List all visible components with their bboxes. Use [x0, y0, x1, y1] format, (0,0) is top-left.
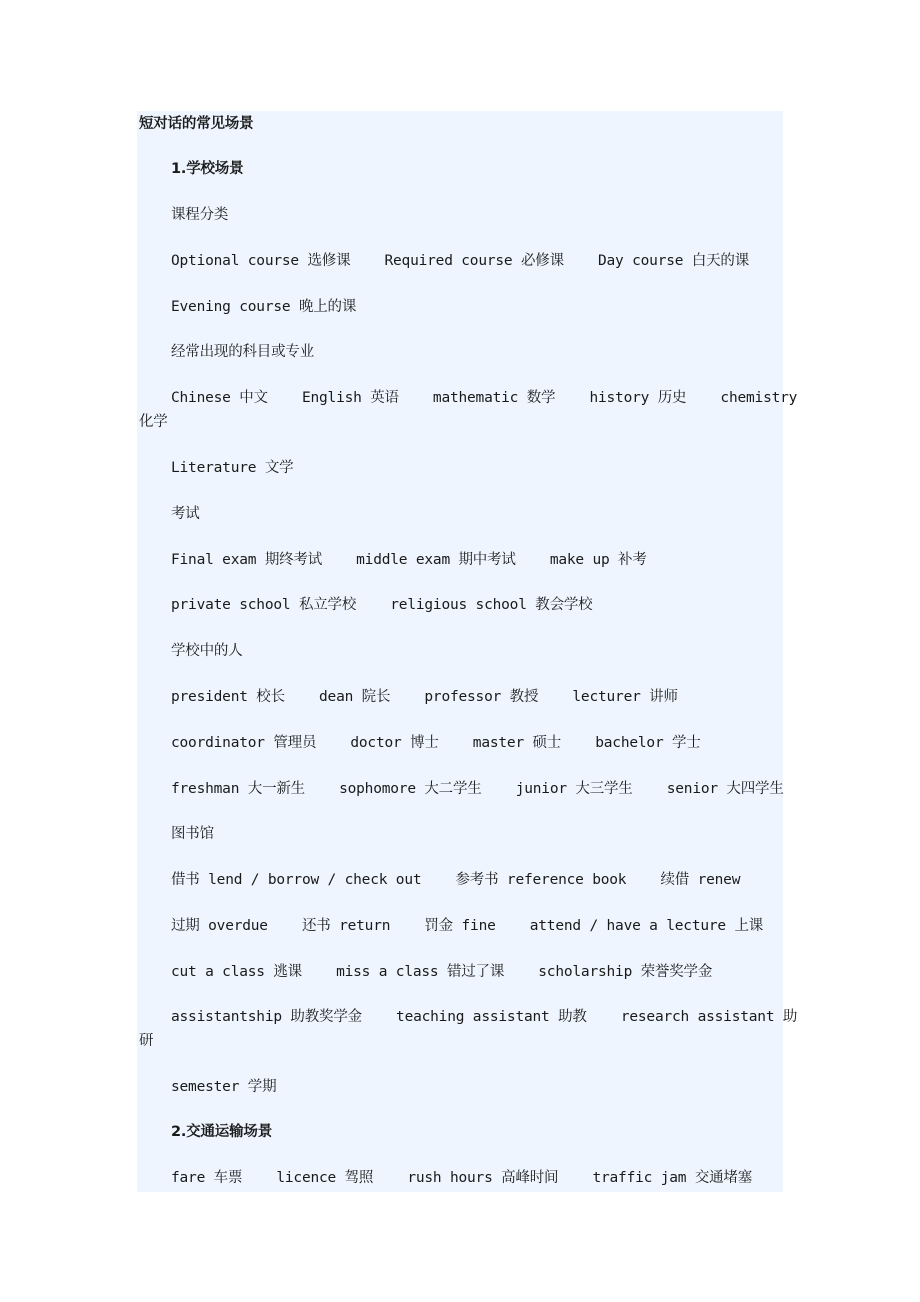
courses-line-1: Optional course 选修课 Required course 必修课 Day course 白天的课: [171, 253, 750, 269]
library-line-3: cut a class 逃课 miss a class 错过了课 scholarship 荣誉奖学金: [171, 964, 713, 980]
document-title: 短对话的常见场景: [139, 116, 254, 132]
subjects-line-2: Literature 文学: [171, 460, 294, 476]
section-heading-school: 1.学校场景: [171, 161, 244, 177]
subjects-line-1-wrap: 化学: [139, 414, 168, 430]
exam-line-2: private school 私立学校 religious school 教会学校: [171, 597, 593, 613]
library-line-4-wrap: 研: [139, 1033, 154, 1049]
people-line-3: freshman 大一新生 sophomore 大二学生 junior 大三学生 senior 大四学生: [171, 781, 784, 797]
courses-line-2: Evening course 晚上的课: [171, 299, 357, 315]
library-line-2: 过期 overdue 还书 return 罚金 fine attend / have a lecture 上课: [171, 918, 764, 934]
library-line-1: 借书 lend / borrow / check out 参考书 reference book 续借 renew: [171, 872, 741, 888]
people-line-1: president 校长 dean 院长 professor 教授 lecturer 讲师: [171, 689, 678, 705]
library-line-5: semester 学期: [171, 1079, 277, 1095]
subjects-label: 经常出现的科目或专业: [171, 344, 314, 360]
exam-label: 考试: [171, 506, 200, 522]
transport-line-1: fare 车票 licence 驾照 rush hours 高峰时间 traffic jam 交通堵塞: [171, 1170, 753, 1186]
exam-line-1: Final exam 期终考试 middle exam 期中考试 make up 补考: [171, 552, 647, 568]
people-label: 学校中的人: [171, 643, 243, 659]
library-label: 图书馆: [171, 826, 214, 842]
people-line-2: coordinator 管理员 doctor 博士 master 硕士 bachelor 学士: [171, 735, 701, 751]
subjects-line-1: Chinese 中文 English 英语 mathematic 数学 history 历史 chemistry: [171, 390, 798, 406]
courses-label: 课程分类: [171, 207, 229, 223]
section-heading-transport: 2.交通运输场景: [171, 1124, 272, 1140]
library-line-4: assistantship 助教奖学金 teaching assistant 助教 research assistant 助: [171, 1009, 798, 1025]
